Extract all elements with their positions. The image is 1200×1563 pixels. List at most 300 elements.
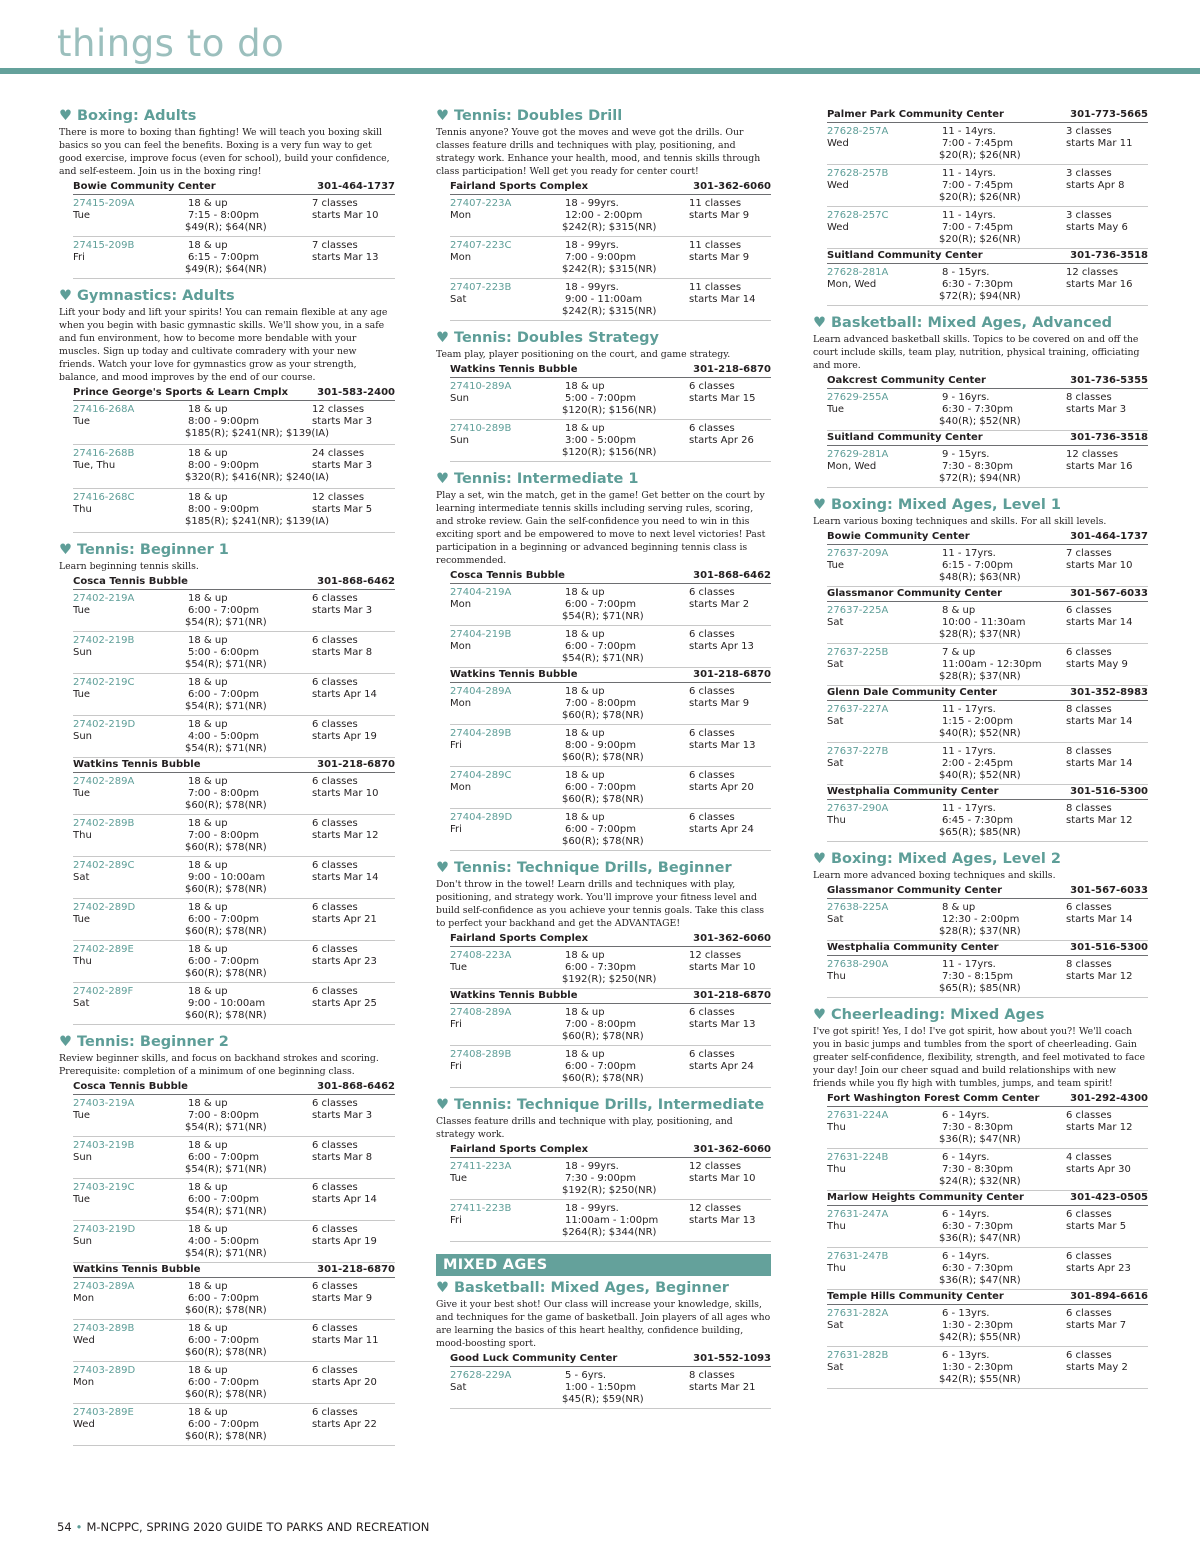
class-time: 6:00 - 7:00pm bbox=[565, 824, 636, 835]
location-block bbox=[827, 884, 1148, 941]
class-day: Thu bbox=[73, 830, 92, 841]
age-range: 18 & up bbox=[565, 1049, 605, 1060]
start-date: starts May 9 bbox=[1066, 659, 1128, 670]
course-code[interactable]: 27402-289A bbox=[73, 776, 135, 787]
program-section bbox=[436, 860, 771, 1088]
class-row bbox=[73, 1362, 395, 1404]
location-header bbox=[827, 587, 1148, 602]
class-row bbox=[450, 1004, 771, 1046]
start-date: starts Mar 8 bbox=[312, 1152, 373, 1163]
course-code[interactable]: 27403-289A bbox=[73, 1281, 135, 1292]
class-fee: $60(R); $78(NR) bbox=[185, 1431, 267, 1442]
age-range: 18 & up bbox=[565, 1007, 605, 1018]
program-description: Play a set, win the match, get in the game! Get better on the court by learning intermediate tennis skills including serving rules, scoring, and stroke review. Gain the self-confidence you need to win in this exciting sport and be empowered to move to next level victories! Past participation in a beginning or advanced beginning tennis class is recommended. bbox=[436, 490, 766, 566]
class-time: 6:00 - 7:00pm bbox=[565, 782, 636, 793]
start-date: starts Mar 10 bbox=[689, 1173, 756, 1184]
start-date: starts Apr 14 bbox=[312, 689, 377, 700]
course-code[interactable]: 27404-219A bbox=[450, 587, 512, 598]
age-range: 18 & up bbox=[565, 728, 605, 739]
course-code[interactable]: 27411-223A bbox=[450, 1161, 512, 1172]
location-name: Fairland Sports Complex bbox=[450, 933, 589, 944]
class-fee: $40(R); $52(NR) bbox=[939, 770, 1021, 781]
class-day: Sat bbox=[450, 1382, 467, 1393]
class-time: 10:00 - 11:30am bbox=[942, 617, 1026, 628]
course-code[interactable]: 27629-255A bbox=[827, 392, 889, 403]
course-code[interactable]: 27637-227B bbox=[827, 746, 889, 757]
program-title bbox=[436, 1280, 771, 1297]
program-description: Don't throw in the towel! Learn drills and techniques with play, positioning, and strategy work. You'll improve your fitness level and build self-confidence as you achieve your tennis goals. Take this class to perfect your backhand and get the ADVANTAGE! bbox=[436, 879, 765, 929]
class-fee: $28(R); $37(NR) bbox=[939, 629, 1021, 640]
course-code[interactable]: 27403-219D bbox=[73, 1224, 136, 1235]
location-name: Fort Washington Forest Comm Center bbox=[827, 1093, 1040, 1104]
program-title-text: Boxing: Mixed Ages, Level 2 bbox=[831, 851, 1061, 867]
class-count: 6 classes bbox=[312, 1098, 358, 1109]
age-range: 18 & up bbox=[188, 1365, 228, 1376]
class-day: Sat bbox=[827, 1320, 844, 1331]
age-range: 18 & up bbox=[188, 198, 228, 209]
program-description: Learn advanced basketball skills. Topics to be covered on and off the court include skills, team play, nutrition, physical training, officiating and more. bbox=[813, 334, 1140, 371]
location-name: Good Luck Community Center bbox=[450, 1353, 618, 1364]
class-row bbox=[827, 743, 1148, 785]
location-name: Westphalia Community Center bbox=[827, 942, 999, 953]
course-code[interactable]: 27410-289B bbox=[450, 423, 512, 434]
location-block bbox=[73, 386, 395, 533]
class-time: 7:00 - 7:45pm bbox=[942, 222, 1013, 233]
class-fee: $60(R); $78(NR) bbox=[185, 842, 267, 853]
class-day: Tue, Thu bbox=[73, 460, 116, 471]
course-code[interactable]: 27631-282A bbox=[827, 1308, 889, 1319]
class-day: Mon bbox=[450, 252, 472, 263]
class-row bbox=[73, 815, 395, 857]
location-block bbox=[73, 575, 395, 758]
class-row bbox=[450, 809, 771, 851]
class-row bbox=[450, 279, 771, 321]
class-row bbox=[73, 1278, 395, 1320]
course-code[interactable]: 27407-223A bbox=[450, 198, 512, 209]
class-row bbox=[827, 644, 1148, 686]
footer-separator: • bbox=[75, 1520, 83, 1534]
course-code[interactable]: 27631-247A bbox=[827, 1209, 889, 1220]
course-code[interactable]: 27404-289C bbox=[450, 770, 512, 781]
class-row bbox=[827, 207, 1148, 249]
location-block bbox=[73, 180, 395, 279]
class-time: 5:00 - 7:00pm bbox=[565, 393, 636, 404]
course-code[interactable]: 27416-268B bbox=[73, 448, 135, 459]
class-fee: $54(R); $71(NR) bbox=[185, 1248, 267, 1259]
course-code[interactable]: 27416-268C bbox=[73, 492, 135, 503]
location-phone: 301-352-8983 bbox=[1070, 687, 1148, 698]
course-code[interactable]: 27402-219D bbox=[73, 719, 136, 730]
course-code[interactable]: 27415-209B bbox=[73, 240, 135, 251]
class-fee: $120(R); $156(NR) bbox=[562, 405, 657, 416]
age-range: 6 - 13yrs. bbox=[942, 1350, 990, 1361]
class-fee: $72(R); $94(NR) bbox=[939, 291, 1021, 302]
location-name: Watkins Tennis Bubble bbox=[450, 669, 578, 680]
course-code[interactable]: 27411-223B bbox=[450, 1203, 512, 1214]
location-header bbox=[450, 1143, 771, 1158]
class-row bbox=[827, 1305, 1148, 1347]
location-header bbox=[73, 575, 395, 590]
course-code[interactable]: 27403-219A bbox=[73, 1098, 135, 1109]
program-title-text: Boxing: Mixed Ages, Level 1 bbox=[831, 497, 1061, 513]
location-block bbox=[827, 374, 1148, 431]
course-code[interactable]: 27638-225A bbox=[827, 902, 889, 913]
age-range: 8 - 15yrs. bbox=[942, 267, 990, 278]
program-section bbox=[813, 108, 1148, 306]
class-row bbox=[73, 632, 395, 674]
course-code[interactable]: 27404-219B bbox=[450, 629, 512, 640]
course-code[interactable]: 27407-223C bbox=[450, 240, 512, 251]
class-day: Sat bbox=[450, 294, 467, 305]
age-range: 18 - 99yrs. bbox=[565, 1161, 619, 1172]
class-time: 7:30 - 8:30pm bbox=[942, 1122, 1013, 1133]
age-range: 18 & up bbox=[565, 423, 605, 434]
start-date: starts Mar 9 bbox=[689, 698, 750, 709]
course-code[interactable]: 27637-225A bbox=[827, 605, 889, 616]
course-code[interactable]: 27408-289B bbox=[450, 1049, 512, 1060]
course-code[interactable]: 27628-257C bbox=[827, 210, 889, 221]
location-block bbox=[827, 530, 1148, 587]
class-count: 6 classes bbox=[1066, 647, 1112, 658]
location-block bbox=[827, 686, 1148, 785]
location-phone: 301-218-6870 bbox=[693, 669, 771, 680]
age-range: 18 & up bbox=[565, 629, 605, 640]
class-fee: $192(R); $250(NR) bbox=[562, 974, 657, 985]
start-date: starts Apr 20 bbox=[689, 782, 754, 793]
class-fee: $60(R); $78(NR) bbox=[562, 836, 644, 847]
class-fee: $242(R); $315(NR) bbox=[562, 264, 657, 275]
class-count: 6 classes bbox=[689, 423, 735, 434]
location-phone: 301-552-1093 bbox=[693, 1353, 771, 1364]
class-time: 6:00 - 7:00pm bbox=[188, 1194, 259, 1205]
course-code[interactable]: 27403-219C bbox=[73, 1182, 135, 1193]
class-count: 6 classes bbox=[689, 381, 735, 392]
course-code[interactable]: 27402-219A bbox=[73, 593, 135, 604]
age-range: 11 - 14yrs. bbox=[942, 168, 996, 179]
course-code[interactable]: 27403-219B bbox=[73, 1140, 135, 1151]
class-time: 6:00 - 7:30pm bbox=[565, 962, 636, 973]
program-title bbox=[59, 1034, 395, 1051]
program-title-text: Boxing: Adults bbox=[77, 108, 197, 124]
location-header bbox=[450, 180, 771, 195]
location-name: Temple Hills Community Center bbox=[827, 1291, 1004, 1302]
class-row bbox=[450, 195, 771, 237]
class-count: 6 classes bbox=[689, 770, 735, 781]
location-block bbox=[827, 587, 1148, 686]
location-phone: 301-773-5665 bbox=[1070, 109, 1148, 120]
class-count: 4 classes bbox=[1066, 1152, 1112, 1163]
course-code[interactable]: 27638-290A bbox=[827, 959, 889, 970]
start-date: starts Mar 14 bbox=[689, 294, 756, 305]
class-day: Thu bbox=[827, 1221, 846, 1232]
class-day: Sat bbox=[73, 872, 90, 883]
location-name: Marlow Heights Community Center bbox=[827, 1192, 1024, 1203]
class-fee: $242(R); $315(NR) bbox=[562, 306, 657, 317]
location-block bbox=[827, 1092, 1148, 1191]
class-row bbox=[73, 590, 395, 632]
class-day: Sun bbox=[73, 731, 93, 742]
class-count: 6 classes bbox=[312, 902, 358, 913]
location-block bbox=[450, 668, 771, 851]
location-name: Watkins Tennis Bubble bbox=[73, 759, 201, 770]
course-code[interactable]: 27631-224B bbox=[827, 1152, 889, 1163]
start-date: starts Mar 3 bbox=[312, 1110, 373, 1121]
start-date: starts Apr 30 bbox=[1066, 1164, 1131, 1175]
course-code[interactable]: 27404-289B bbox=[450, 728, 512, 739]
program-description: Team play, player positioning on the court, and game strategy. bbox=[436, 349, 731, 360]
class-row bbox=[450, 683, 771, 725]
age-range: 18 & up bbox=[565, 770, 605, 781]
class-count: 6 classes bbox=[1066, 1350, 1112, 1361]
course-code[interactable]: 27628-229A bbox=[450, 1370, 512, 1381]
heart-icon: ♥ bbox=[59, 542, 72, 558]
class-time: 12:00 - 2:00pm bbox=[565, 210, 643, 221]
class-fee: $120(R); $156(NR) bbox=[562, 447, 657, 458]
program-title-text: Tennis: Doubles Strategy bbox=[454, 330, 659, 346]
start-date: starts Apr 14 bbox=[312, 1194, 377, 1205]
course-code[interactable]: 27403-289E bbox=[73, 1407, 134, 1418]
location-name: Palmer Park Community Center bbox=[827, 109, 1004, 120]
course-code[interactable]: 27402-289C bbox=[73, 860, 135, 871]
class-fee: $36(R); $47(NR) bbox=[939, 1275, 1021, 1286]
location-block bbox=[450, 932, 771, 989]
class-time: 6:00 - 7:00pm bbox=[188, 1419, 259, 1430]
class-day: Tue bbox=[73, 914, 91, 925]
class-row bbox=[827, 165, 1148, 207]
program-section bbox=[813, 497, 1148, 842]
class-count: 8 classes bbox=[689, 1370, 735, 1381]
class-count: 6 classes bbox=[312, 1224, 358, 1235]
class-row bbox=[73, 1320, 395, 1362]
class-fee: $54(R); $71(NR) bbox=[185, 743, 267, 754]
class-fee: $42(R); $55(NR) bbox=[939, 1332, 1021, 1343]
age-range: 18 & up bbox=[188, 719, 228, 730]
program-section bbox=[59, 288, 395, 533]
course-code[interactable]: 27402-289F bbox=[73, 986, 134, 997]
class-day: Sun bbox=[73, 647, 93, 658]
class-time: 7:00 - 8:00pm bbox=[565, 1019, 636, 1030]
class-time: 7:00 - 8:00pm bbox=[188, 788, 259, 799]
start-date: starts Apr 19 bbox=[312, 731, 377, 742]
class-count: 7 classes bbox=[312, 198, 358, 209]
class-fee: $72(R); $94(NR) bbox=[939, 473, 1021, 484]
course-code[interactable]: 27402-289D bbox=[73, 902, 136, 913]
age-range: 18 - 99yrs. bbox=[565, 282, 619, 293]
location-header bbox=[827, 785, 1148, 800]
location-header bbox=[827, 249, 1148, 264]
course-code[interactable]: 27631-247B bbox=[827, 1251, 889, 1262]
location-phone: 301-362-6060 bbox=[693, 933, 771, 944]
location-name: Westphalia Community Center bbox=[827, 786, 999, 797]
start-date: starts Mar 5 bbox=[312, 504, 373, 515]
program-title-text: Tennis: Doubles Drill bbox=[454, 108, 623, 124]
location-block bbox=[450, 180, 771, 321]
class-time: 6:00 - 7:00pm bbox=[188, 956, 259, 967]
age-range: 18 & up bbox=[565, 950, 605, 961]
course-code[interactable]: 27407-223B bbox=[450, 282, 512, 293]
start-date: starts Apr 21 bbox=[312, 914, 377, 925]
class-count: 3 classes bbox=[1066, 210, 1112, 221]
course-code[interactable]: 27637-290A bbox=[827, 803, 889, 814]
location-block bbox=[450, 1143, 771, 1242]
class-day: Tue bbox=[827, 404, 845, 415]
course-code[interactable]: 27408-223A bbox=[450, 950, 512, 961]
start-date: starts Apr 20 bbox=[312, 1377, 377, 1388]
class-day: Wed bbox=[827, 138, 849, 149]
class-time: 7:00 - 8:00pm bbox=[188, 1110, 259, 1121]
location-block bbox=[450, 363, 771, 462]
program-title bbox=[813, 851, 1148, 868]
start-date: starts Mar 7 bbox=[1066, 1320, 1127, 1331]
column-1 bbox=[59, 108, 395, 1455]
course-code[interactable]: 27628-257A bbox=[827, 126, 889, 137]
class-day: Sat bbox=[827, 914, 844, 925]
age-range: 6 - 14yrs. bbox=[942, 1110, 990, 1121]
class-time: 1:00 - 1:50pm bbox=[565, 1382, 636, 1393]
program-title-text: Tennis: Beginner 2 bbox=[77, 1034, 229, 1050]
class-fee: $60(R); $78(NR) bbox=[185, 968, 267, 979]
start-date: starts Mar 14 bbox=[1066, 914, 1133, 925]
age-range: 18 & up bbox=[188, 1281, 228, 1292]
start-date: starts Apr 13 bbox=[689, 641, 754, 652]
class-fee: $60(R); $78(NR) bbox=[185, 926, 267, 937]
program-section bbox=[59, 542, 395, 1025]
location-header bbox=[827, 884, 1148, 899]
class-count: 11 classes bbox=[689, 282, 742, 293]
class-day: Thu bbox=[827, 1263, 846, 1274]
course-code[interactable]: 27631-282B bbox=[827, 1350, 889, 1361]
start-date: starts Mar 9 bbox=[312, 1293, 373, 1304]
class-row bbox=[73, 489, 395, 533]
program-section bbox=[59, 1034, 395, 1446]
class-day: Mon bbox=[450, 641, 472, 652]
class-day: Mon bbox=[73, 1377, 95, 1388]
footer-text: M-NCPPC, SPRING 2020 GUIDE TO PARKS AND RECREATION bbox=[86, 1520, 430, 1534]
course-code[interactable]: 27403-289D bbox=[73, 1365, 136, 1376]
class-fee: $49(R); $64(NR) bbox=[185, 222, 267, 233]
class-count: 6 classes bbox=[1066, 1251, 1112, 1262]
heart-icon: ♥ bbox=[436, 108, 449, 124]
program-title bbox=[813, 1007, 1148, 1024]
course-code[interactable]: 27404-289A bbox=[450, 686, 512, 697]
class-row bbox=[73, 899, 395, 941]
course-code[interactable]: 27404-289D bbox=[450, 812, 513, 823]
class-fee: $60(R); $78(NR) bbox=[185, 800, 267, 811]
start-date: starts Apr 19 bbox=[312, 1236, 377, 1247]
start-date: starts Apr 25 bbox=[312, 998, 377, 1009]
course-code[interactable]: 27402-219C bbox=[73, 677, 135, 688]
program-section bbox=[813, 851, 1148, 998]
location-phone: 301-218-6870 bbox=[317, 759, 395, 770]
age-range: 18 & up bbox=[188, 776, 228, 787]
program-title bbox=[813, 497, 1148, 514]
class-time: 6:30 - 7:30pm bbox=[942, 1221, 1013, 1232]
course-code[interactable]: 27629-281A bbox=[827, 449, 889, 460]
class-day: Thu bbox=[73, 504, 92, 515]
course-code[interactable]: 27402-289E bbox=[73, 944, 134, 955]
class-day: Wed bbox=[73, 1335, 95, 1346]
location-block bbox=[73, 1263, 395, 1446]
course-code[interactable]: 27402-289B bbox=[73, 818, 135, 829]
class-row bbox=[827, 1248, 1148, 1290]
course-code[interactable]: 27628-257B bbox=[827, 168, 889, 179]
course-code[interactable]: 27637-209A bbox=[827, 548, 889, 559]
location-header bbox=[827, 431, 1148, 446]
course-code[interactable]: 27415-209A bbox=[73, 198, 135, 209]
class-row bbox=[73, 1221, 395, 1263]
class-time: 1:30 - 2:30pm bbox=[942, 1320, 1013, 1331]
age-range: 18 & up bbox=[188, 404, 228, 415]
course-code[interactable]: 27637-227A bbox=[827, 704, 889, 715]
course-code[interactable]: 27628-281A bbox=[827, 267, 889, 278]
start-date: starts Apr 8 bbox=[1066, 180, 1125, 191]
program-description: There is more to boxing than fighting! We will teach you boxing skill basics so you can feel the benefits. Boxing is a very fun way to get good exercise, improve focus (even for school), build your confidence, and self-esteem. Join us in the boxing ring! bbox=[59, 127, 390, 177]
location-phone: 301-567-6033 bbox=[1070, 885, 1148, 896]
location-header bbox=[827, 1092, 1148, 1107]
class-day: Mon bbox=[73, 1293, 95, 1304]
location-block bbox=[827, 249, 1148, 306]
class-row bbox=[827, 389, 1148, 431]
course-code[interactable]: 27408-289A bbox=[450, 1007, 512, 1018]
heart-icon: ♥ bbox=[813, 851, 826, 867]
start-date: starts Apr 26 bbox=[689, 435, 754, 446]
location-name: Oakcrest Community Center bbox=[827, 375, 986, 386]
class-fee: $192(R); $250(NR) bbox=[562, 1185, 657, 1196]
course-code[interactable]: 27637-225B bbox=[827, 647, 889, 658]
location-name: Watkins Tennis Bubble bbox=[450, 364, 578, 375]
age-range: 18 & up bbox=[188, 1182, 228, 1193]
class-row bbox=[73, 401, 395, 445]
location-name: Suitland Community Center bbox=[827, 432, 983, 443]
page-header bbox=[0, 0, 1200, 78]
location-header bbox=[827, 374, 1148, 389]
location-header bbox=[73, 180, 395, 195]
class-count: 12 classes bbox=[1066, 449, 1119, 460]
course-code[interactable]: 27402-219B bbox=[73, 635, 135, 646]
start-date: starts May 6 bbox=[1066, 222, 1128, 233]
location-name: Cosca Tennis Bubble bbox=[73, 576, 188, 587]
program-title bbox=[59, 542, 395, 559]
location-phone: 301-464-1737 bbox=[317, 181, 395, 192]
location-name: Suitland Community Center bbox=[827, 250, 983, 261]
class-day: Sat bbox=[827, 617, 844, 628]
heart-icon: ♥ bbox=[59, 1034, 72, 1050]
age-range: 18 & up bbox=[188, 986, 228, 997]
class-time: 12:30 - 2:00pm bbox=[942, 914, 1020, 925]
start-date: starts Mar 10 bbox=[689, 962, 756, 973]
course-code[interactable]: 27416-268A bbox=[73, 404, 135, 415]
class-fee: $28(R); $37(NR) bbox=[939, 671, 1021, 682]
location-block bbox=[827, 108, 1148, 249]
class-day: Thu bbox=[827, 971, 846, 982]
location-block bbox=[827, 1191, 1148, 1290]
course-code[interactable]: 27410-289A bbox=[450, 381, 512, 392]
class-row bbox=[73, 237, 395, 279]
header-rule bbox=[0, 68, 1200, 74]
class-fee: $24(R); $32(NR) bbox=[939, 1176, 1021, 1187]
program-section bbox=[436, 471, 771, 851]
course-code[interactable]: 27631-224A bbox=[827, 1110, 889, 1121]
class-count: 3 classes bbox=[1066, 168, 1112, 179]
program-title-text: Tennis: Beginner 1 bbox=[77, 542, 229, 558]
heart-icon: ♥ bbox=[59, 288, 72, 304]
heart-icon: ♥ bbox=[436, 1097, 449, 1113]
course-code[interactable]: 27403-289B bbox=[73, 1323, 135, 1334]
class-day: Sat bbox=[827, 758, 844, 769]
location-block bbox=[73, 1080, 395, 1263]
class-fee: $54(R); $71(NR) bbox=[185, 1164, 267, 1175]
location-header bbox=[827, 1191, 1148, 1206]
